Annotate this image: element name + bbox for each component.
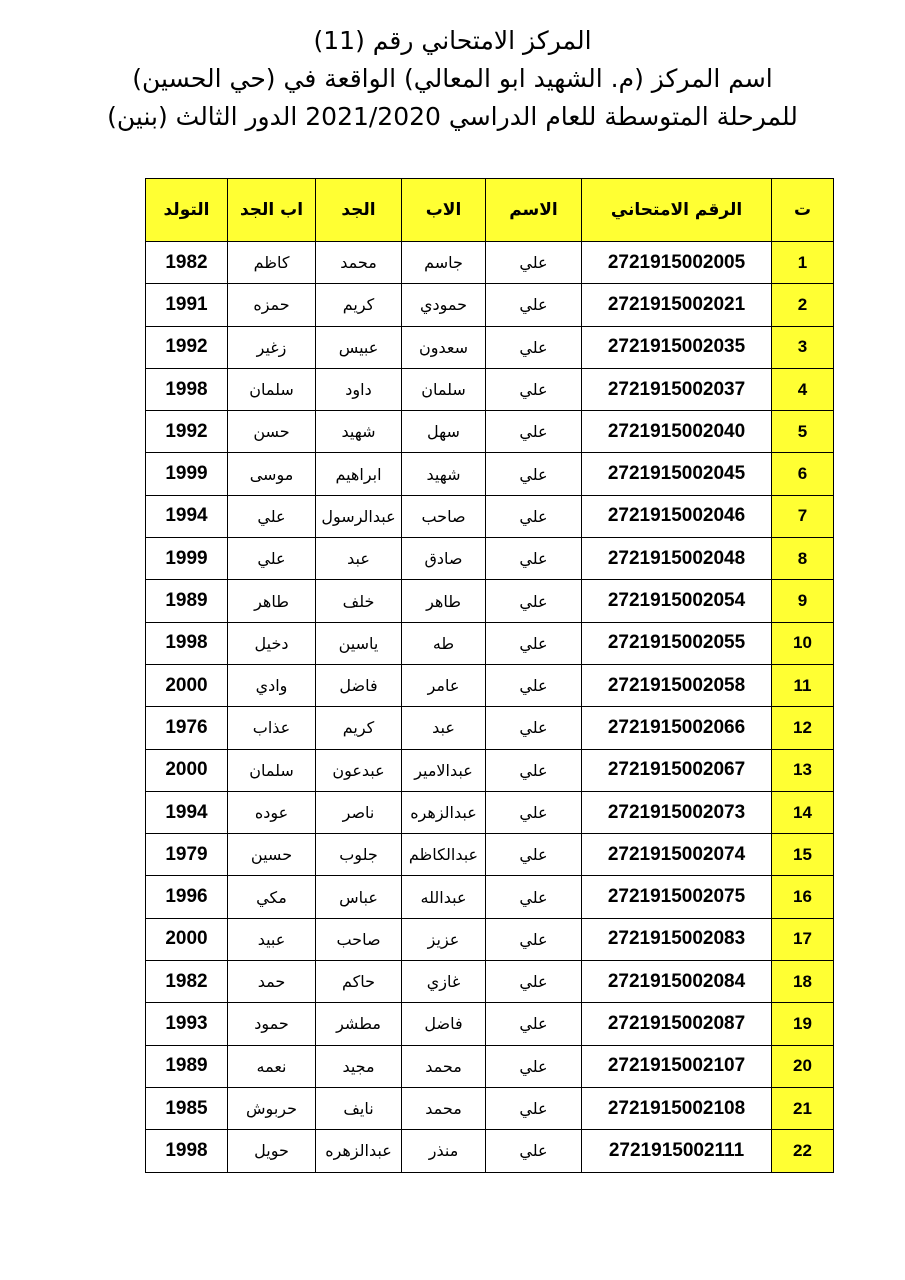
cell-grandfather: عبدالرسول [316, 495, 402, 537]
cell-great-grandfather: سلمان [228, 368, 316, 410]
cell-birth: 1991 [146, 284, 228, 326]
cell-grandfather: حاكم [316, 961, 402, 1003]
cell-great-grandfather: دخيل [228, 622, 316, 664]
table-row [146, 242, 834, 284]
cell-father: صاحب [402, 495, 486, 537]
cell-grandfather: عبيس [316, 326, 402, 368]
cell-great-grandfather: حربوش [228, 1087, 316, 1129]
cell-grandfather: خلف [316, 580, 402, 622]
cell-name: علي [486, 1045, 582, 1087]
cell-seq: 17 [772, 918, 834, 960]
table-row [146, 284, 834, 326]
cell-father: فاضل [402, 1003, 486, 1045]
cell-father: عبدالكاظم [402, 834, 486, 876]
cell-grandfather: ياسين [316, 622, 402, 664]
table-row [146, 1045, 834, 1087]
cell-exam-no: 2721915002066 [582, 707, 772, 749]
table-row [146, 622, 834, 664]
cell-great-grandfather: حمود [228, 1003, 316, 1045]
column-header-grandfather: الجد [316, 179, 402, 242]
cell-seq: 4 [772, 368, 834, 410]
cell-name: علي [486, 622, 582, 664]
cell-birth: 1998 [146, 368, 228, 410]
cell-great-grandfather: نعمه [228, 1045, 316, 1087]
cell-seq: 8 [772, 538, 834, 580]
cell-great-grandfather: مكي [228, 876, 316, 918]
cell-grandfather: داود [316, 368, 402, 410]
cell-great-grandfather: سلمان [228, 749, 316, 791]
cell-exam-no: 2721915002067 [582, 749, 772, 791]
table-header-row [146, 179, 834, 242]
cell-birth: 1994 [146, 791, 228, 833]
cell-seq: 2 [772, 284, 834, 326]
table-row [146, 368, 834, 410]
cell-birth: 1982 [146, 242, 228, 284]
cell-exam-no: 2721915002035 [582, 326, 772, 368]
cell-birth: 1999 [146, 453, 228, 495]
cell-father: عبدالزهره [402, 791, 486, 833]
cell-grandfather: شهيد [316, 411, 402, 453]
cell-name: علي [486, 707, 582, 749]
cell-father: عامر [402, 664, 486, 706]
cell-exam-no: 2721915002111 [582, 1130, 772, 1172]
cell-grandfather: عبدالزهره [316, 1130, 402, 1172]
cell-exam-no: 2721915002084 [582, 961, 772, 1003]
cell-name: علي [486, 834, 582, 876]
cell-name: علي [486, 284, 582, 326]
column-header-father: الاب [402, 179, 486, 242]
cell-grandfather: مجيد [316, 1045, 402, 1087]
table-row [146, 1003, 834, 1045]
cell-exam-no: 2721915002040 [582, 411, 772, 453]
cell-grandfather: كريم [316, 707, 402, 749]
cell-grandfather: جلوب [316, 834, 402, 876]
cell-exam-no: 2721915002058 [582, 664, 772, 706]
cell-birth: 1989 [146, 1045, 228, 1087]
cell-birth: 1979 [146, 834, 228, 876]
cell-name: علي [486, 326, 582, 368]
cell-exam-no: 2721915002075 [582, 876, 772, 918]
cell-name: علي [486, 961, 582, 1003]
cell-great-grandfather: علي [228, 495, 316, 537]
cell-grandfather: فاضل [316, 664, 402, 706]
cell-birth: 1993 [146, 1003, 228, 1045]
cell-seq: 21 [772, 1087, 834, 1129]
cell-exam-no: 2721915002073 [582, 791, 772, 833]
cell-birth: 2000 [146, 664, 228, 706]
cell-great-grandfather: كاظم [228, 242, 316, 284]
cell-great-grandfather: حويل [228, 1130, 316, 1172]
cell-name: علي [486, 580, 582, 622]
cell-name: علي [486, 453, 582, 495]
table-row [146, 538, 834, 580]
cell-seq: 3 [772, 326, 834, 368]
cell-grandfather: نايف [316, 1087, 402, 1129]
cell-seq: 6 [772, 453, 834, 495]
cell-name: علي [486, 664, 582, 706]
document-header [0, 22, 905, 136]
cell-birth: 1976 [146, 707, 228, 749]
cell-seq: 15 [772, 834, 834, 876]
cell-exam-no: 2721915002005 [582, 242, 772, 284]
cell-birth: 1992 [146, 326, 228, 368]
cell-seq: 14 [772, 791, 834, 833]
cell-father: عبدالله [402, 876, 486, 918]
cell-grandfather: صاحب [316, 918, 402, 960]
cell-great-grandfather: عبيد [228, 918, 316, 960]
cell-name: علي [486, 1130, 582, 1172]
cell-birth: 1985 [146, 1087, 228, 1129]
cell-name: علي [486, 411, 582, 453]
cell-seq: 11 [772, 664, 834, 706]
cell-name: علي [486, 242, 582, 284]
cell-father: جاسم [402, 242, 486, 284]
cell-great-grandfather: وادي [228, 664, 316, 706]
table-row [146, 749, 834, 791]
cell-grandfather: عبدعون [316, 749, 402, 791]
table-row [146, 495, 834, 537]
cell-seq: 16 [772, 876, 834, 918]
cell-exam-no: 2721915002048 [582, 538, 772, 580]
cell-great-grandfather: علي [228, 538, 316, 580]
table-row [146, 961, 834, 1003]
cell-father: عزيز [402, 918, 486, 960]
cell-seq: 9 [772, 580, 834, 622]
cell-seq: 5 [772, 411, 834, 453]
cell-seq: 10 [772, 622, 834, 664]
cell-birth: 1998 [146, 1130, 228, 1172]
cell-exam-no: 2721915002087 [582, 1003, 772, 1045]
cell-grandfather: ابراهيم [316, 453, 402, 495]
table-row [146, 791, 834, 833]
cell-name: علي [486, 368, 582, 410]
cell-birth: 1992 [146, 411, 228, 453]
cell-seq: 22 [772, 1130, 834, 1172]
cell-father: حمودي [402, 284, 486, 326]
cell-name: علي [486, 791, 582, 833]
cell-exam-no: 2721915002083 [582, 918, 772, 960]
cell-exam-no: 2721915002074 [582, 834, 772, 876]
cell-seq: 18 [772, 961, 834, 1003]
cell-name: علي [486, 1003, 582, 1045]
cell-exam-no: 2721915002046 [582, 495, 772, 537]
cell-birth: 1999 [146, 538, 228, 580]
cell-grandfather: مطشر [316, 1003, 402, 1045]
header-line-stage-year: للمرحلة المتوسطة للعام الدراسي 2021/2020 الدور الثالث (بنين) [107, 102, 798, 131]
cell-exam-no: 2721915002037 [582, 368, 772, 410]
cell-name: علي [486, 495, 582, 537]
cell-name: علي [486, 918, 582, 960]
cell-name: علي [486, 749, 582, 791]
cell-seq: 13 [772, 749, 834, 791]
cell-seq: 7 [772, 495, 834, 537]
table-row [146, 876, 834, 918]
cell-grandfather: كريم [316, 284, 402, 326]
cell-father: صادق [402, 538, 486, 580]
cell-father: عبدالامير [402, 749, 486, 791]
cell-grandfather: محمد [316, 242, 402, 284]
cell-seq: 12 [772, 707, 834, 749]
table-row [146, 834, 834, 876]
cell-exam-no: 2721915002045 [582, 453, 772, 495]
table-row [146, 1130, 834, 1172]
cell-seq: 1 [772, 242, 834, 284]
column-header-seq: ت [772, 179, 834, 242]
cell-great-grandfather: زغير [228, 326, 316, 368]
cell-birth: 1994 [146, 495, 228, 537]
table-row [146, 580, 834, 622]
column-header-exam-no: الرقم الامتحاني [582, 179, 772, 242]
header-line-center-name: اسم المركز (م. الشهيد ابو المعالي) الواقعة في (حي الحسين) [132, 64, 773, 93]
cell-great-grandfather: طاهر [228, 580, 316, 622]
cell-great-grandfather: حمد [228, 961, 316, 1003]
cell-great-grandfather: حمزه [228, 284, 316, 326]
cell-birth: 1998 [146, 622, 228, 664]
column-header-name: الاسم [486, 179, 582, 242]
cell-father: غازي [402, 961, 486, 1003]
cell-birth: 1982 [146, 961, 228, 1003]
table-row [146, 1087, 834, 1129]
cell-great-grandfather: حسن [228, 411, 316, 453]
cell-great-grandfather: عوده [228, 791, 316, 833]
cell-father: شهيد [402, 453, 486, 495]
cell-father: محمد [402, 1045, 486, 1087]
table-row [146, 664, 834, 706]
cell-name: علي [486, 1087, 582, 1129]
cell-grandfather: ناصر [316, 791, 402, 833]
cell-great-grandfather: موسى [228, 453, 316, 495]
student-roster-table [145, 178, 834, 1173]
cell-birth: 2000 [146, 918, 228, 960]
table-row [146, 411, 834, 453]
header-line-center-number: المركز الامتحاني رقم (11) [313, 26, 592, 55]
table-row [146, 918, 834, 960]
cell-exam-no: 2721915002108 [582, 1087, 772, 1129]
cell-father: سعدون [402, 326, 486, 368]
cell-father: محمد [402, 1087, 486, 1129]
cell-birth: 1996 [146, 876, 228, 918]
table-body [146, 242, 834, 1173]
cell-father: طه [402, 622, 486, 664]
cell-exam-no: 2721915002054 [582, 580, 772, 622]
cell-birth: 2000 [146, 749, 228, 791]
cell-great-grandfather: حسين [228, 834, 316, 876]
cell-father: منذر [402, 1130, 486, 1172]
cell-father: سلمان [402, 368, 486, 410]
table-row [146, 326, 834, 368]
cell-great-grandfather: عذاب [228, 707, 316, 749]
cell-exam-no: 2721915002021 [582, 284, 772, 326]
cell-exam-no: 2721915002055 [582, 622, 772, 664]
column-header-great-grandfather: اب الجد [228, 179, 316, 242]
table-row [146, 707, 834, 749]
cell-exam-no: 2721915002107 [582, 1045, 772, 1087]
table-row [146, 453, 834, 495]
cell-grandfather: عباس [316, 876, 402, 918]
cell-seq: 19 [772, 1003, 834, 1045]
cell-name: علي [486, 876, 582, 918]
cell-name: علي [486, 538, 582, 580]
cell-birth: 1989 [146, 580, 228, 622]
cell-father: طاهر [402, 580, 486, 622]
cell-father: عبد [402, 707, 486, 749]
cell-seq: 20 [772, 1045, 834, 1087]
cell-grandfather: عبد [316, 538, 402, 580]
cell-father: سهل [402, 411, 486, 453]
column-header-birth: التولد [146, 179, 228, 242]
